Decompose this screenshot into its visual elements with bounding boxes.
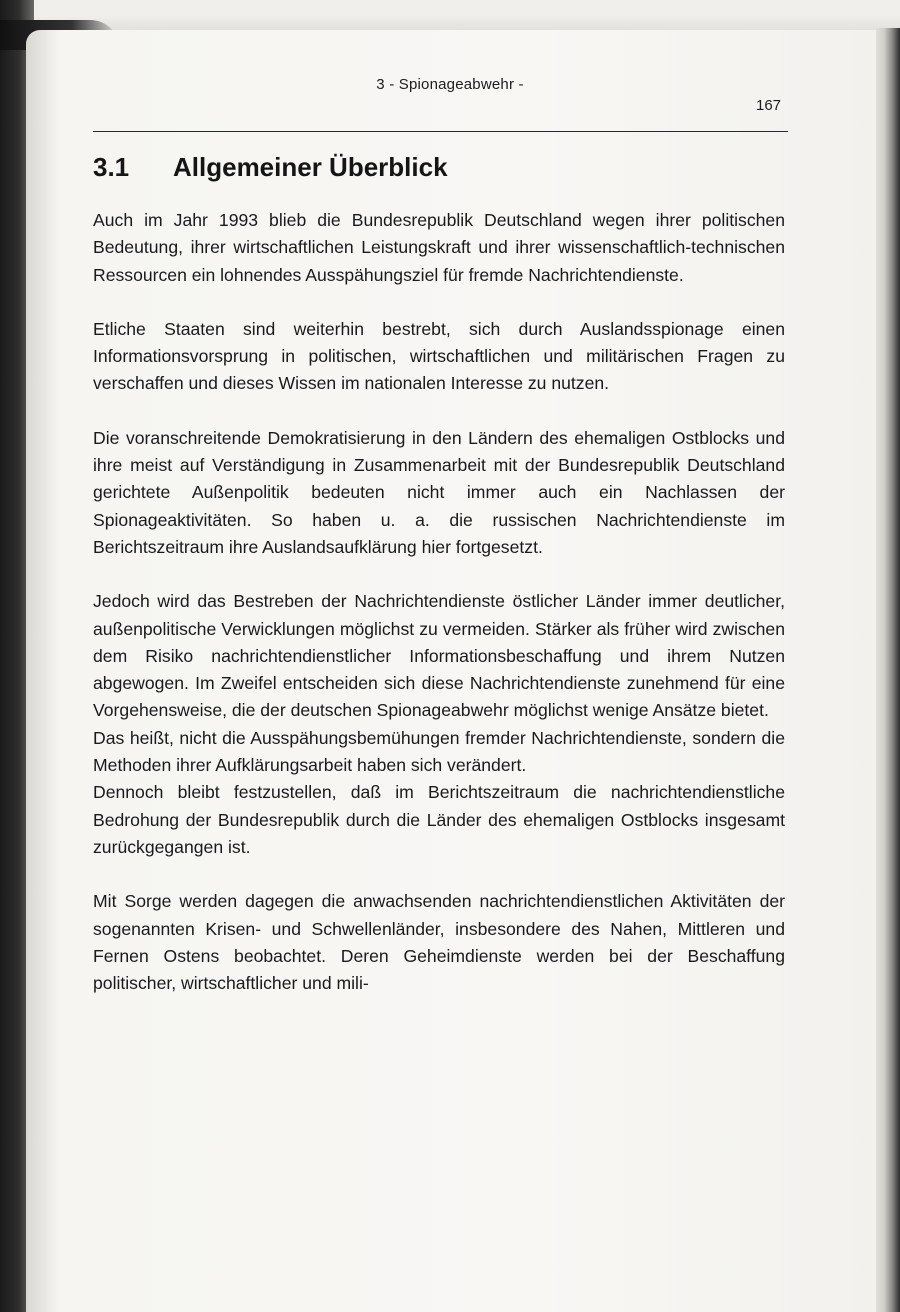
section-number: 3.1 bbox=[93, 152, 130, 182]
running-header: 3 - Spionageabwehr - bbox=[376, 76, 524, 93]
section-title: Allgemeiner Überblick bbox=[173, 152, 448, 182]
paragraph: Mit Sorge werden dagegen die anwachsenden nachrichtendienstlichen Aktivitäten der sogenannten Krisen- und Schwellenländer, insbesondere des Nahen, Mittleren und Fernen Ostens beobachtet. Deren Geheimdienste werden bei der Beschaffung politischer, wirtschaftlicher und mili- bbox=[93, 891, 785, 994]
header-rule bbox=[93, 131, 788, 132]
paragraph: Jedoch wird das Bestreben der Nachrichtendienste östlicher Länder immer deutlicher, außenpolitische Verwicklungen möglichst zu vermeiden. Stärker als früher wird zwischen dem Risiko nachrichtendienstlicher Informationsbeschaffung und ihrem Nutzen abgewogen. Im Zweifel entscheiden sich diese Nachrichtendienste zunehmend für eine Vorgehensweise, die der deutschen Spionageabwehr möglichst wenige Ansätze bietet. bbox=[93, 591, 785, 721]
paragraph: Etliche Staaten sind weiterhin bestrebt, sich durch Auslandsspionage einen Informationsvorsprung in politischen, wirtschaftlichen und militärischen Fragen zu verschaffen und dieses Wissen im nationalen Interesse zu nutzen. bbox=[93, 318, 785, 394]
paragraph: Die voranschreitende Demokratisierung in den Ländern des ehemaligen Ostblocks und ihre meist auf Verständigung in Zusammenarbeit mit der Bundesrepublik Deutschland gerichtete Außenpolitik bedeuten nicht immer auch ein Nachlassen der Spionageaktivitäten. So haben u. a. die russischen Nachrichtendienste im Berichtszeitraum ihre Auslandsaufklärung hier fortgesetzt. bbox=[93, 427, 785, 557]
page-number: 167 bbox=[756, 97, 782, 114]
paragraph: Dennoch bleibt festzustellen, daß im Berichtszeitraum die nachrichtendienstliche Bedrohung der Bundesrepublik durch die Länder des ehemaligen Ostblocks insgesamt zurückgegangen ist. bbox=[93, 782, 785, 857]
body-text bbox=[93, 207, 785, 997]
paragraph: Das heißt, nicht die Ausspähungsbemühungen fremder Nachrichtendienste, sondern die Methoden ihrer Aufklärungsarbeit haben sich verändert. bbox=[93, 727, 785, 776]
paragraph: Auch im Jahr 1993 blieb die Bundesrepublik Deutschland wegen ihrer politischen Bedeutung, ihrer wirtschaftlichen Leistungskraft und ihrer wissenschaftlich-technischen Ressourcen ein lohnendes Ausspähungsziel für fremde Nachrichtendienste. bbox=[93, 210, 785, 285]
page-edge-shadow bbox=[874, 28, 900, 1312]
section-heading bbox=[93, 152, 448, 183]
